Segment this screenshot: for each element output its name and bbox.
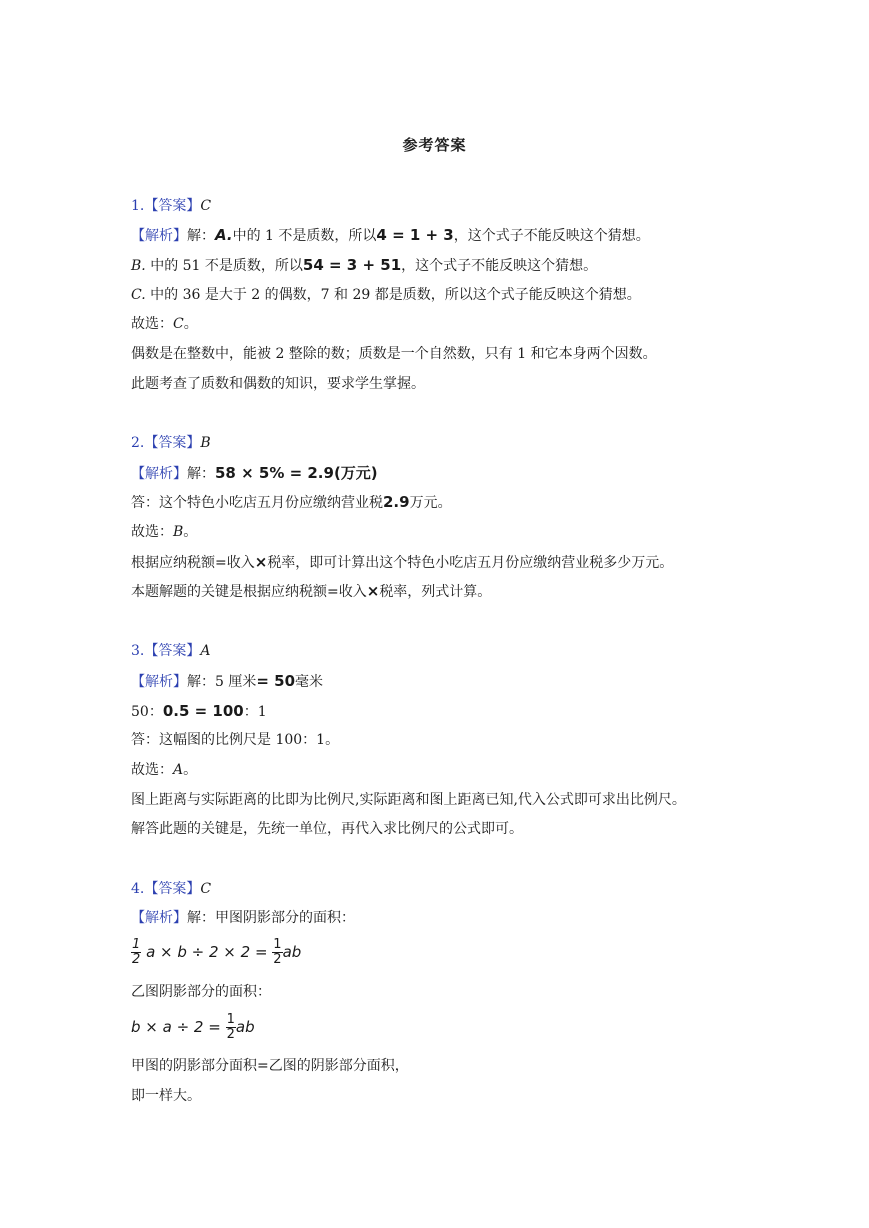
q1-analysis-line-1 (131, 225, 650, 246)
q3-analysis-label: 【解析】 (131, 674, 187, 690)
q2-analysis-line-2 (131, 492, 452, 513)
q2-explanation-2 (131, 581, 491, 602)
q2-analysis-line-1 (131, 463, 378, 484)
q2-text: 解： (187, 466, 215, 482)
q3-text: 50： (131, 704, 163, 720)
q2-text: 根据应纳税额=收入 (131, 555, 255, 571)
q1-answer-value: C (200, 198, 212, 214)
q2-answer-value: B (200, 435, 211, 451)
q2-text: 答：这个特色小吃店五月份应缴纳营业税 (131, 495, 383, 511)
q1-choice: C (173, 316, 184, 332)
q3-text: 故选： (131, 762, 173, 778)
fraction-denominator: 2 (132, 952, 141, 967)
q3-number: 3. (131, 643, 145, 659)
q1-text: 中的 51 不是质数，所以 (145, 258, 303, 274)
fraction-half (131, 938, 141, 967)
formula-result: ab (235, 1018, 255, 1036)
q1-text: 解： (187, 228, 215, 244)
q4-analysis-line-3: 甲图的阴影部分面积=乙图的阴影部分面积， (131, 1058, 409, 1074)
fraction-numerator: 1 (132, 937, 141, 952)
q3-analysis-line-2 (131, 701, 267, 722)
q4-text: 解：甲图阴影部分的面积： (187, 910, 355, 926)
q2-choice-line (131, 522, 197, 542)
q3-choice: A (173, 762, 184, 778)
q4-analysis-line-2: 乙图阴影部分的面积： (131, 984, 271, 1000)
q4-answer-value: C (200, 881, 212, 897)
page-title: 参考答案 (402, 136, 467, 154)
q3-equation-1: = 50 (256, 672, 296, 690)
fraction-numerator: 1 (273, 937, 282, 952)
q2-text: 万元。 (409, 495, 452, 511)
q3-analysis-line-3: 答：这幅图的比例尺是 100：1。 (131, 732, 340, 748)
q3-explanation-1: 图上距离与实际距离的比即为比例尺,实际距离和图上距离已知,代入公式即可求出比例尺。 (131, 792, 686, 808)
q2-number: 2. (131, 435, 145, 451)
q2-analysis-label: 【解析】 (131, 466, 187, 482)
q4-number: 4. (131, 881, 145, 897)
q2-equation: 58 × 5% = 2.9(万元) (215, 464, 378, 482)
q3-analysis-line-1 (131, 671, 323, 692)
q1-text: ，这个式子不能反映这个猜想。 (401, 258, 598, 274)
q2-text: 税率，即可计算出这个特色小吃店五月份应缴纳营业税多少万元。 (267, 555, 674, 571)
q4-answer-label: 【答案】 (144, 881, 201, 897)
q1-explanation-1: 偶数是在整数中，能被 2 整除的数；质数是一个自然数，只有 1 和它本身两个因数。 (131, 346, 657, 362)
q1-analysis-line-2 (131, 255, 597, 276)
q1-text: 故选： (131, 316, 173, 332)
q1-text: 中的 36 是大于 2 的偶数，7 和 29 都是质数，所以这个式子能反映这个猜想。 (145, 287, 641, 303)
q2-text: 。 (183, 524, 198, 540)
q2-text: 税率，列式计算。 (379, 584, 492, 600)
q2-text: 故选： (131, 524, 173, 540)
q1-option-c: C. (131, 287, 146, 303)
q4-analysis-line-4: 即一样大。 (131, 1088, 201, 1104)
q4-formula-1 (131, 938, 301, 967)
q1-equation-1: 4 = 1 + 3 (376, 226, 454, 244)
formula-result: ab (282, 943, 302, 961)
q1-text: ，这个式子不能反映这个猜想。 (453, 228, 650, 244)
formula-body: b × a ÷ 2 = (131, 1018, 221, 1036)
q1-number: 1. (131, 198, 145, 214)
q3-text: 解：5 厘米 (187, 674, 257, 690)
q4-analysis-label: 【解析】 (131, 910, 187, 926)
q1-option-a: A. (215, 226, 233, 244)
fraction-denominator: 2 (273, 952, 282, 967)
q2-text: 本题解题的关键是根据应纳税额=收入 (131, 584, 367, 600)
q4-answer-line (131, 879, 211, 899)
times-symbol: × (254, 553, 268, 571)
q1-text: 中的 1 不是质数，所以 (232, 228, 377, 244)
q2-choice: B (173, 524, 184, 540)
q4-formula-2 (131, 1013, 255, 1042)
fraction-half (226, 1013, 236, 1042)
q3-text: 毫米 (295, 674, 324, 690)
q3-choice-line (131, 760, 197, 780)
q3-answer-value: A (200, 643, 211, 659)
formula-body: a × b ÷ 2 × 2 = (146, 943, 268, 961)
q1-text: 。 (183, 316, 198, 332)
q2-explanation-1 (131, 552, 673, 573)
q3-answer-label: 【答案】 (144, 643, 201, 659)
q3-text: ：1 (243, 704, 267, 720)
q3-text: 。 (183, 762, 198, 778)
q1-equation-2: 54 = 3 + 51 (302, 256, 402, 274)
q1-analysis-line-3 (131, 285, 641, 305)
fraction-denominator: 2 (226, 1027, 235, 1042)
q3-explanation-2: 解答此题的关键是，先统一单位，再代入求比例尺的公式即可。 (131, 821, 523, 837)
fraction-half (272, 938, 282, 967)
q2-answer-label: 【答案】 (144, 435, 201, 451)
q1-choice-line (131, 314, 198, 334)
q1-answer-line (131, 196, 211, 216)
q2-value: 2.9 (383, 493, 410, 511)
q3-answer-line (131, 641, 210, 661)
q1-option-b: B. (131, 258, 146, 274)
q1-answer-label: 【答案】 (144, 198, 201, 214)
q3-equation-2: 0.5 = 100 (162, 702, 244, 720)
q1-explanation-2: 此题考查了质数和偶数的知识，要求学生掌握。 (131, 376, 425, 392)
times-symbol: × (366, 582, 380, 600)
q2-answer-line (131, 433, 211, 453)
q4-analysis-line-1 (131, 908, 355, 928)
fraction-numerator: 1 (226, 1012, 235, 1027)
q1-analysis-label: 【解析】 (131, 228, 187, 244)
